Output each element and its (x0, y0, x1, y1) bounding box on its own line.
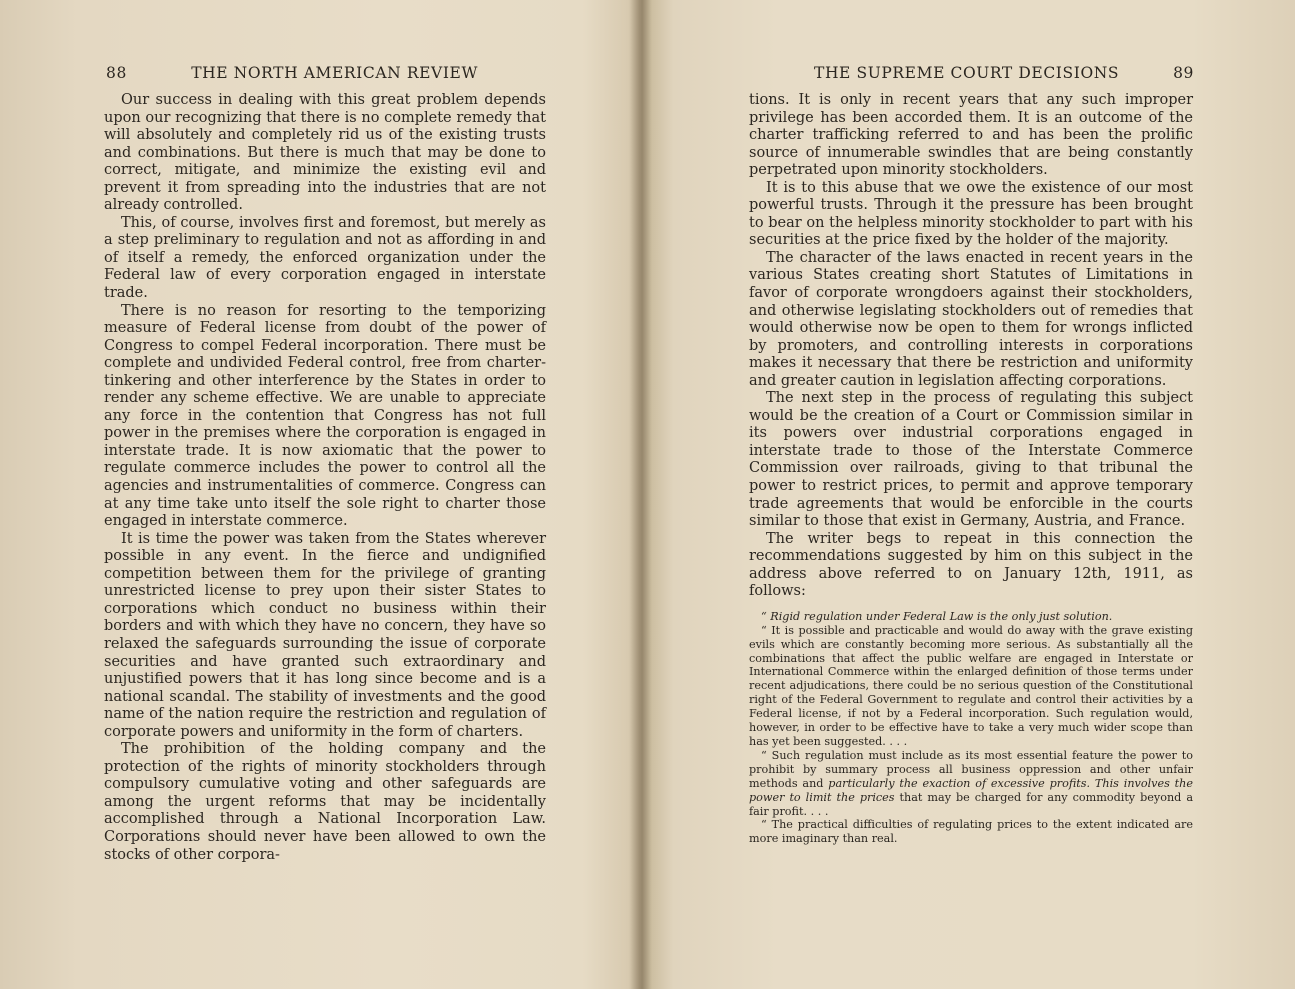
right-running-head: THE SUPREME COURT DECISIONS (814, 64, 1120, 82)
quoted-recommendations (749, 610, 1193, 846)
right-paragraph-4: The writer begs to repeat in this connection the recommendations suggested by him on this subject in the address above referred to on January 12th, 1911, as follows: (749, 530, 1193, 600)
left-running-header (106, 64, 478, 82)
left-paragraph-1: Our success in dealing with this great problem depends upon our recognizing that there is no complete remedy that will absolutely and completely rid us of the existing trusts and combinations. But there is much that may be done to correct, mitigate, and minimize the existing evil and prevent it from spreading into the industries that are not already controlled. (104, 92, 546, 214)
right-page-body (749, 92, 1193, 846)
right-continued-paragraph: tions. It is only in recent years that any such improper privilege has been accorded them. It is an outcome of the charter trafficking referred to and has been the prolific source of innumerable swindles that are being constantly perpetrated upon minority stockholders. (749, 92, 1193, 179)
left-paragraph-2: This, of course, involves first and foremost, but merely as a step preliminary to regulation and not as affording in and of itself a remedy, the enforced organization under the Federal law of every corporation engaged in interstate trade. (104, 214, 546, 302)
left-page-body (104, 92, 546, 864)
right-running-header (814, 64, 1194, 82)
quote-heading: “ Rigid regulation under Federal Law is the only just solution. (761, 609, 1113, 623)
left-page-number: 88 (106, 64, 127, 82)
quote-paragraph-1: “ It is possible and practicable and would do away with the grave existing evils which are constantly becoming more serious. As substantially all the combinations that affect the public welfare are engaged in Interstate or International Commerce within the enlarged definition of those terms under recent adjudications, there could be no serious question of the Constitutional right of the Federal Government to regulate and control their activities by a Federal license, if not by a Federal incorporation. Such regulation would, however, in order to be effective have to take a very much wider scope than has yet been suggested. . . . (749, 623, 1193, 749)
right-page-number: 89 (1173, 64, 1194, 82)
quote-2-italic: particularly the exaction of excessive profits. This involves the power to limit the prices (749, 776, 1193, 804)
right-paragraph-2: The character of the laws enacted in recent years in the various States creating short Statutes of Limitations in favor of corporate wrongdoers against their stockholders, and otherwise legislating stockholders out of remedies that would otherwise now be open to them for wrongs inflicted by promoters, and controlling interests in corporations makes it necessary that there be restriction and uniformity and greater caution in legislation affecting corporations. (749, 249, 1193, 389)
left-paragraph-5: The prohibition of the holding company and the protection of the rights of minority stockholders through compulsory cumulative voting and other safeguards are among the urgent reforms that may be incidentally accomplished through a National Incorporation Law. Corporations should never have been allowed to own the stocks of other corpora- (104, 741, 546, 863)
left-running-head: THE NORTH AMERICAN REVIEW (191, 64, 478, 82)
quote-paragraph-2 (749, 749, 1193, 819)
left-paragraph-4: It is time the power was taken from the States wherever possible in any event. In the fierce and undignified competition between them for the privilege of granting unrestricted license to prey upon their sister States to corporations which conduct no business within their borders and with which they have no concern, they have so relaxed the safeguards surrounding the issue of corporate securities and have granted such extraordinary and unjustified powers that it has long since become and is a national scandal. The stability of investments and the good name of the nation require the restriction and regulation of corporate powers and uniformity in the form of charters. (104, 530, 546, 740)
quote-2-end: that may be charged for any commodity beyond a fair profit. . . . (749, 790, 1193, 818)
left-paragraph-3: There is no reason for resorting to the temporizing measure of Federal license from doubt of the power of Congress to compel Federal incorporation. There must be complete and undivided Federal control, free from charter-tinkering and other interference by the States in order to render any scheme effective. We are unable to appreciate any force in the contention that Congress has not full power in the premises where the corporation is engaged in interstate trade. It is now axiomatic that the power to regulate commerce includes the power to control all the agencies and instrumentalities of commerce. Congress can at any time take unto itself the sole right to charter those engaged in interstate commerce. (104, 302, 546, 530)
right-paragraph-1: It is to this abuse that we owe the existence of our most powerful trusts. Through it the pressure has been brought to bear on the helpless minority stockholder to part with his securities at the price fixed by the holder of the majority. (749, 179, 1193, 249)
right-paragraph-3: The next step in the process of regulating this subject would be the creation of a Court or Commission similar in its powers over industrial corporations engaged in interstate trade to those of the Interstate Commerce Commission over railroads, giving to that tribunal the power to restrict prices, to permit and approve temporary trade agreements that would be enforcible in the courts similar to those that exist in Germany, Austria, and France. (749, 390, 1193, 530)
left-page (0, 0, 640, 989)
quote-paragraph-3: “ The practical difficulties of regulating prices to the extent indicated are more imaginary than real. (749, 818, 1193, 846)
right-page (650, 0, 1295, 989)
quote-2-start: “ Such regulation must include as its most essential feature the power to prohibit by summary process all business oppression and other unfair methods and (749, 748, 1193, 790)
